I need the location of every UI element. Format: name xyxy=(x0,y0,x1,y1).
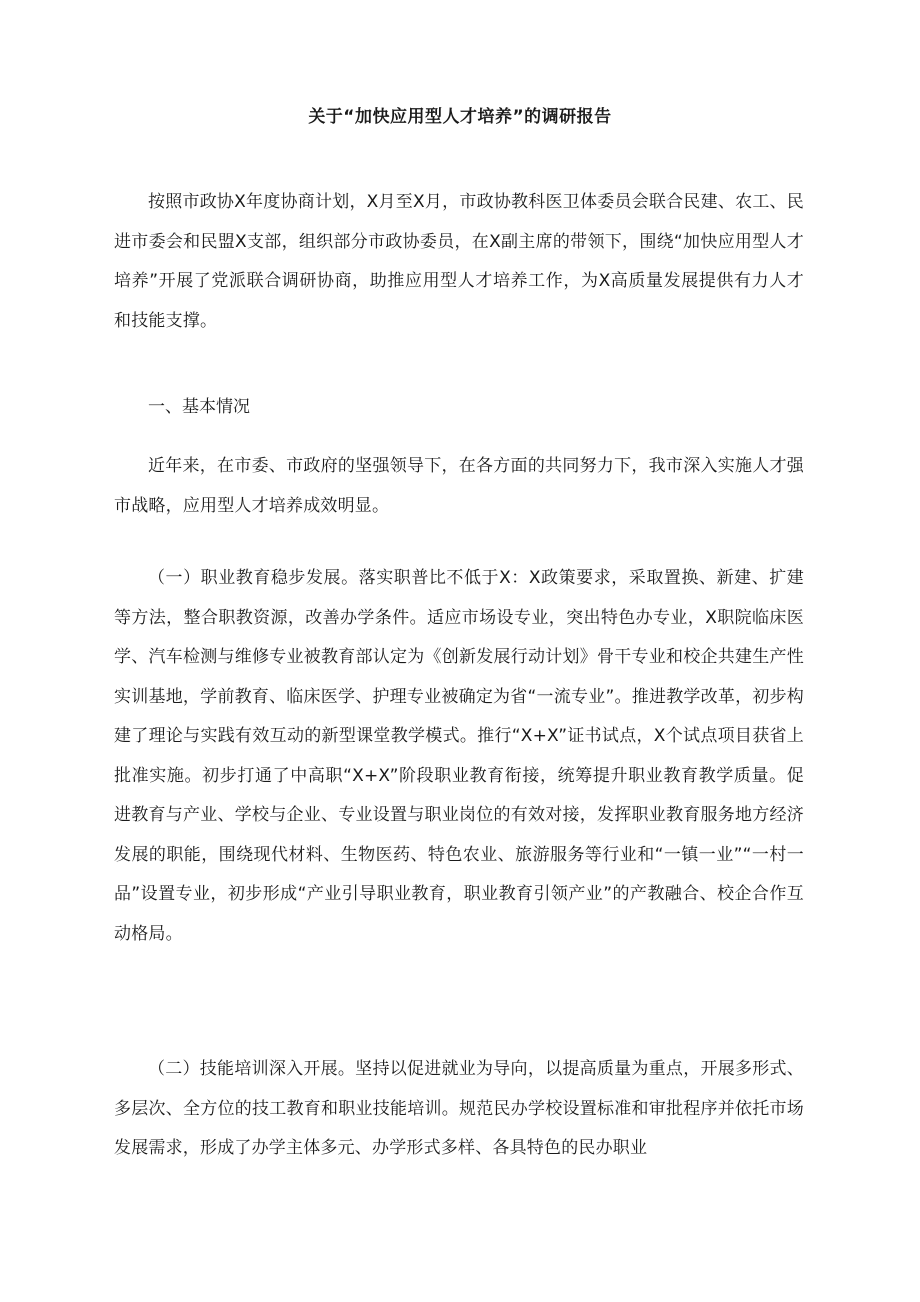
intro-paragraph: 按照市政协X年度协商计划，X月至X月，市政协教科医卫体委员会联合民建、农工、民进市委会和民盟X支部，组织部分市政协委员，在X副主席的带领下，围绕“加快应用型人才培养”开展了党派联合调研协商，助推应用型人才培养工作，为X高质量发展提供有力人才和技能支撑。 xyxy=(114,192,804,331)
item-skills-training-paragraph: （二）技能培训深入开展。坚持以促进就业为导向，以提高质量为重点，开展多形式、多层次、全方位的技工教育和职业技能培训。规范民办学校设置标准和审批程序并依托市场发展需求，形成了办学主体多元、办学形式多样、各具特色的民办职业 xyxy=(114,1059,804,1158)
section-intro-paragraph: 近年来，在市委、市政府的坚强领导下，在各方面的共同努力下，我市深入实施人才强市战略，应用型人才培养成效明显。 xyxy=(114,456,804,516)
section-heading-basic-situation: 一、基本情况 xyxy=(148,397,250,417)
item-vocational-education-paragraph: （一）职业教育稳步发展。落实职普比不低于X：X政策要求，采取置换、新建、扩建等方法，整合职教资源，改善办学条件。适应市场设专业，突出特色办专业，X职院临床医学、汽车检测与维修专业被教育部认定为《创新发展行动计划》骨干专业和校企共建生产性实训基地，学前教育、临床医学、护理专业被确定为省“一流专业”。推进教学改革，初步构建了理论与实践有效互动的新型课堂教学模式。推行“X+X”证书试点，X个试点项目获省上批准实施。初步打通了中高职“X+X”阶段职业教育衔接，统筹提升职业教育教学质量。促进教育与产业、学校与企业、专业设置与职业岗位的有效对接，发挥职业教育服务地方经济发展的职能，围绕现代材料、生物医药、特色农业、旅游服务等行业和“一镇一业”“一村一品”设置专业，初步形成“产业引导职业教育，职业教育引领产业”的产教融合、校企合作互动格局。 xyxy=(114,568,804,944)
document-title: 关于“加快应用型人才培养”的调研报告 xyxy=(308,107,612,127)
